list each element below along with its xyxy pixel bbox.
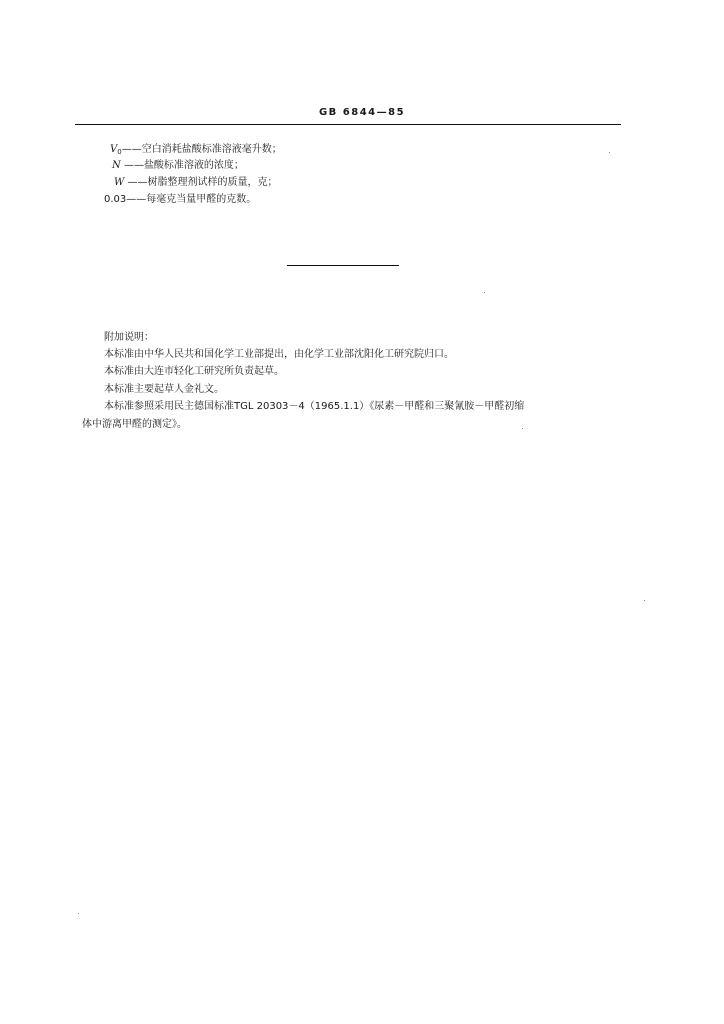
definition-symbol: V bbox=[110, 144, 118, 155]
definition-text: ——空白消耗盐酸标准溶液毫升数； bbox=[121, 144, 282, 155]
standard-code-header: GB 6844—85 bbox=[318, 107, 406, 118]
definition-text: ——盐酸标准溶液的浓度； bbox=[123, 160, 244, 171]
scan-speck bbox=[78, 913, 79, 914]
definition-v0 bbox=[110, 143, 282, 159]
definition-constant bbox=[104, 193, 256, 207]
definition-w bbox=[114, 176, 277, 190]
notes-title: 附加说明： bbox=[104, 332, 154, 343]
scan-speck bbox=[644, 600, 645, 601]
definition-symbol: 0.03 bbox=[104, 194, 127, 205]
note-line-5: 体中游离甲醛的测定》。 bbox=[82, 419, 187, 430]
definition-text: ——树脂整理剂试样的质量，克； bbox=[127, 177, 278, 188]
note-line-3: 本标准主要起草人金礼文。 bbox=[104, 384, 224, 395]
note-line-2: 本标准由大连市轻化工研究所负责起草。 bbox=[104, 366, 284, 377]
definition-n bbox=[112, 159, 244, 173]
note-line-4: 本标准参照采用民主德国标准TGL 20303－4（1965.1.1）《尿素－甲醛和三聚氰胺－甲醛初缩 bbox=[104, 401, 525, 412]
note-line-1: 本标准由中华人民共和国化学工业部提出，由化学工业部沈阳化工研究院归口。 bbox=[104, 349, 454, 360]
scan-speck bbox=[522, 428, 523, 429]
header-rule bbox=[75, 124, 621, 125]
definition-text: ——每毫克当量甲醛的克数。 bbox=[126, 194, 257, 205]
definition-symbol: W bbox=[114, 177, 125, 188]
section-end-rule bbox=[287, 265, 399, 266]
scan-speck bbox=[609, 152, 610, 153]
definition-symbol: N bbox=[112, 160, 121, 171]
scan-speck bbox=[484, 292, 485, 293]
definition-subscript: 0 bbox=[117, 148, 122, 156]
